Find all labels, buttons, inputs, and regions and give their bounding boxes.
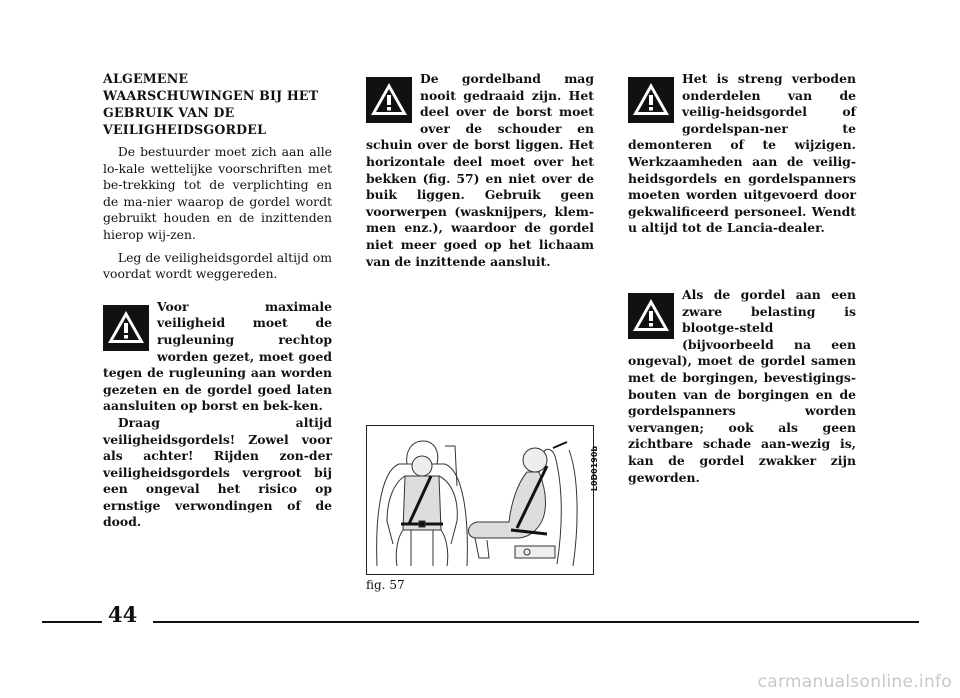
heading-line-2: WAARSCHUWINGEN BIJ HET [103, 88, 319, 103]
middle-column [366, 71, 594, 270]
warning-1-text-2: Draag altijd veiligheidsgordels! Zowel voor als achter! Rijden zon-der veiligheidsgordels vergroot bij een ongeval het risico op ernstige verwondingen of de dood. [103, 414, 332, 530]
footer-rule-right [153, 621, 919, 623]
warning-4-text: Als de gordel aan een zware belasting is blootge-steld (bijvoorbeeld na een ongeval), moet de gordel samen met de borgingen, bevestigings-bouten van de borgingen en de gordelspanners worden vervangen; ook als geen zichtbare schade aan-wezig is, kan de gordel zwakker zijn geworden. [628, 287, 856, 485]
heading-line-4: VEILIGHEIDSGORDEL [103, 122, 267, 137]
intro-paragraph: De bestuurder moet zich aan alle lo-kale wettelijke voorschriften met be-trekking tot de verplichting en de ma-nier waarop de gordel wordt gebruikt houden en de inzittenden hierop wij-zen. [103, 144, 332, 242]
footer-rule-left [42, 621, 102, 623]
warning-3-text: Het is streng verboden onderdelen van de veilig-heidsgordel of gordelspan-ner te demonteren of te wijzigen. Werkzaamheden aan de veilig-heidsgordels en gordelspanners moeten worden uitgevoerd door gekwalificeerd personeel. Wendt u altijd tot de Lancia-dealer. [628, 71, 856, 236]
warning-block-1 [103, 299, 332, 531]
warning-triangle-icon [628, 77, 674, 123]
figure-57-illustration [366, 425, 594, 575]
warning-block-3 [628, 71, 856, 237]
warning-block-4 [628, 287, 856, 486]
heading-line-1: ALGEMENE [103, 71, 189, 86]
left-column [103, 70, 332, 531]
section-heading [103, 70, 332, 138]
figure-caption: fig. 57 [366, 578, 405, 592]
warning-2-text: De gordelband mag nooit gedraaid zijn. Het deel over de borst moet over de schouder en schuin over de borst liggen. Het horizontale deel moet over het bekken (fig. 57) en niet over de buik liggen. Gebruik geen voorwerpen (wasknijpers, klem-men enz.), waardoor de gordel niet meer goed op het lichaam van de inzittende aansluit. [366, 71, 594, 269]
seatbelt-paragraph: Leg de veiligheidsgordel altijd om voordat wordt weggereden. [103, 249, 332, 282]
warning-triangle-icon [366, 77, 412, 123]
watermark: carmanualsonline.info [757, 672, 952, 692]
page-number: 44 [108, 602, 138, 627]
warning-triangle-icon [628, 293, 674, 339]
warning-1-text: Voor maximale veiligheid moet de rugleuning rechtop worden gezet, moet goed tegen de rugleuning aan worden gezeten en de gordel goed laten aansluiten op borst en bek-ken. [103, 298, 332, 414]
warning-block-2 [366, 71, 594, 270]
figure-code [590, 440, 608, 500]
seatbelt-illustration [367, 426, 593, 574]
heading-line-3: GEBRUIK VAN DE [103, 105, 235, 120]
right-column-lower [628, 287, 856, 486]
right-column [628, 71, 856, 237]
figure-code-label: L0D0190b [590, 445, 600, 492]
warning-triangle-icon [103, 305, 149, 351]
